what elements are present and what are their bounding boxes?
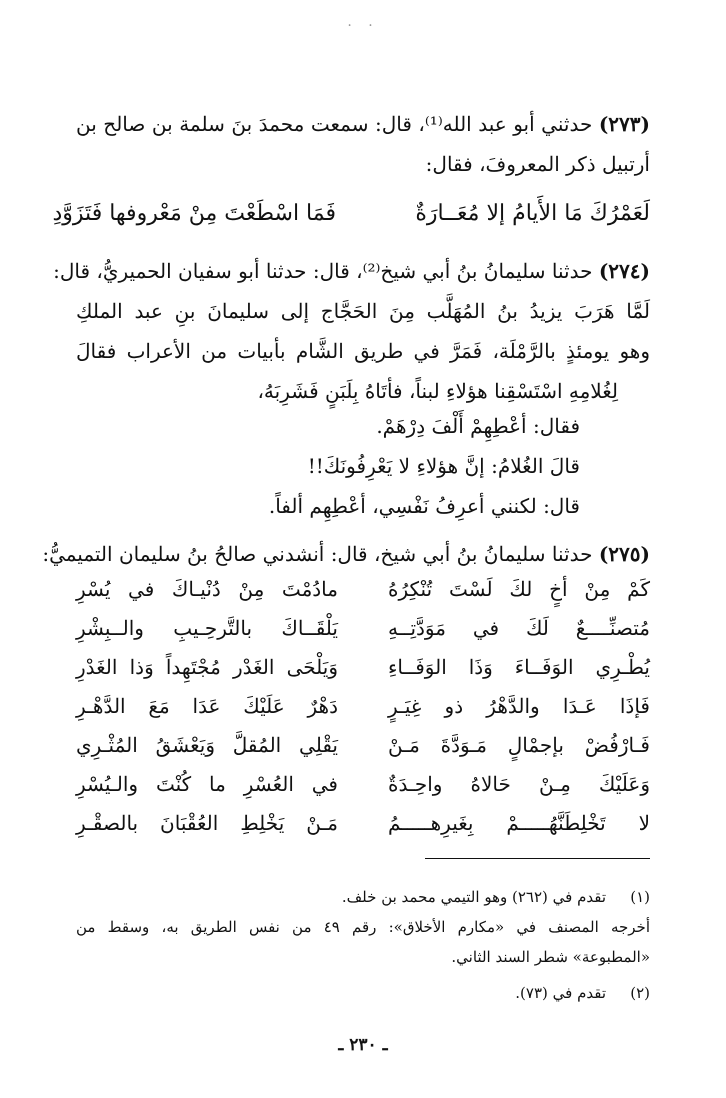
poem-verse [76,609,650,648]
poem-second-hemistich: مادُمْتَ مِنْ دُنْيـاكَ في يُسْرِ [76,577,338,601]
top-mark: . . [347,14,379,30]
dialog-line-3: قال: لكنني أعرِفُ نَفْسِي، أعْطِهِم ألفاً. [268,494,580,518]
entry-273-line-1 [76,104,650,144]
poem-verse [76,687,650,726]
footnote-divider [425,858,650,859]
poem-first-hemistich: فَـارْفُضْ بإجمْالٍ مَـوَدَّةَ مَـنْ [388,733,650,757]
entry-274 [53,251,650,411]
poem-second-hemistich: يَقْلِي المُقلَّ وَيَعْشَقُ المُثْـرِي [76,733,338,757]
entry-number: (٢٧٣) [598,112,650,136]
entry-text: حدثني أبو عبد الله⁽¹⁾، قال: سمعت محمدَ بنَ سلمة بن صالح بن [76,112,593,136]
entry-text: حدثنا سليمانُ بنُ أبي شيخ⁽²⁾، قال: حدثنا أبو سفيان الحميريُّ، قال: [53,259,593,283]
footnote-text: تقدم في (٢٦٢) وهو التيمي محمد بن خلف. [341,888,606,906]
poem-second-hemistich: وَيَلْحَى الغَدْر مُجْتَهِداً وَذا الغَدْرِ [76,655,338,679]
poem-second-hemistich: دَهْرٌ عَلَيْكَ عَدَا مَعَ الدَّهْـرِ [76,694,338,718]
footnote-text: تقدم في (٧٣). [515,984,606,1002]
poem-first-hemistich: وَعَلَيْكَ مِـنْ حَالاهُ واحِـدَةٌ [388,772,650,796]
footnote-1 [342,884,650,910]
footnote-number: (٢) [630,984,650,1002]
entry-273-line-2: أرتبيل ذكر المعروفَ، فقال: [425,152,650,176]
footnote-number: (١) [630,888,650,906]
dialog-line-1: فقال: أعْطِهِمْ أَلْفَ دِرْهَمْ. [376,414,580,438]
entry-number: (٢٧٥) [598,542,650,566]
verse-second-hemistich: فَمَا اسْطَعْتَ مِنْ مَعْروفها فَتَزَوَّدِ [52,201,336,226]
entry-274-line-1 [53,251,650,291]
poem-first-hemistich: يُطْـرِي الوَفَــاءَ وَذَا الوَفَــاءِ [388,655,650,679]
footnote-2 [515,980,650,1006]
poem-first-hemistich: كَمْ مِنْ أخٍ لكَ لَسْتَ تُنْكِرُهُ [388,577,650,601]
footnote-1-note-line-2: «المطبوعة» شطر السند الثاني. [451,948,650,966]
poem-first-hemistich: لا تَخْلِطَنَّهُـــــمْ بِغَيرِهـــــمُ [388,811,650,835]
poem-verse [76,804,650,843]
entry-274-line-2: لَمَّا هَرَبَ يزيدُ بنُ المُهَلَّب مِنَ الحَجَّاج إلى سليمانَ بنِ عبد الملكِ [76,299,650,323]
footnote-1-note-line-1: أخرجه المصنف في «مكارم الأخلاق»: رقم ٤٩ من نفس الطريق به، وسقط من [76,918,650,936]
poem-verse [76,570,650,609]
page-number: ـ ٢٣٠ ـ [338,1035,388,1055]
poem-second-hemistich: في العُسْرِ ما كُنْتَ والـيُسْرِ [76,772,338,796]
poem-verse [76,765,650,804]
poem-verse [76,726,650,765]
poem-first-hemistich: مُتصنِّــــعٌ لَكَ في مَوَدَّتِــهِ [388,616,650,640]
entry-text: حدثنا سليمانُ بنُ أبي شيخ، قال: أنشدني صالحُ بنُ سليمان التميميُّ: [42,542,593,566]
entry-274-line-3: وهو يومئذٍ بالرَّمْلَة، فَمَرَّ في طريق الشَّام بأبيات من الأعراب فقالَ [76,339,650,363]
verse-first-hemistich: لَعَمْرُكَ مَا الأَيامُ إلا مُعَــارَةٌ [415,201,650,226]
poem-second-hemistich: يَلْقَــاكَ بالتَّرحِـيبِ والــبِشْرِ [76,616,338,640]
poem-first-hemistich: فَإذَا عَـدَا والدَّهْرُ ذو غِيَـرٍ [388,694,650,718]
entry-275-line-1 [42,534,650,574]
poem-second-hemistich: مَـنْ يَخْلِطِ العُقْبَانَ بالصقْـرِ [76,811,338,835]
entry-275 [42,534,650,574]
poem-verse [76,648,650,687]
dialog-line-2: قالَ الغُلامُ: إنَّ هؤلاءِ لا يَعْرِفُونَكَ!! [307,454,580,478]
entry-274-line-4: لِغُلامِهِ اسْتَسْقِنا هؤلاءِ لبناً، فأتَاهُ بِلَبَنٍ فَشَرِبَهُ، [257,379,618,403]
entry-number: (٢٧٤) [598,259,650,283]
entry-273 [76,104,650,184]
